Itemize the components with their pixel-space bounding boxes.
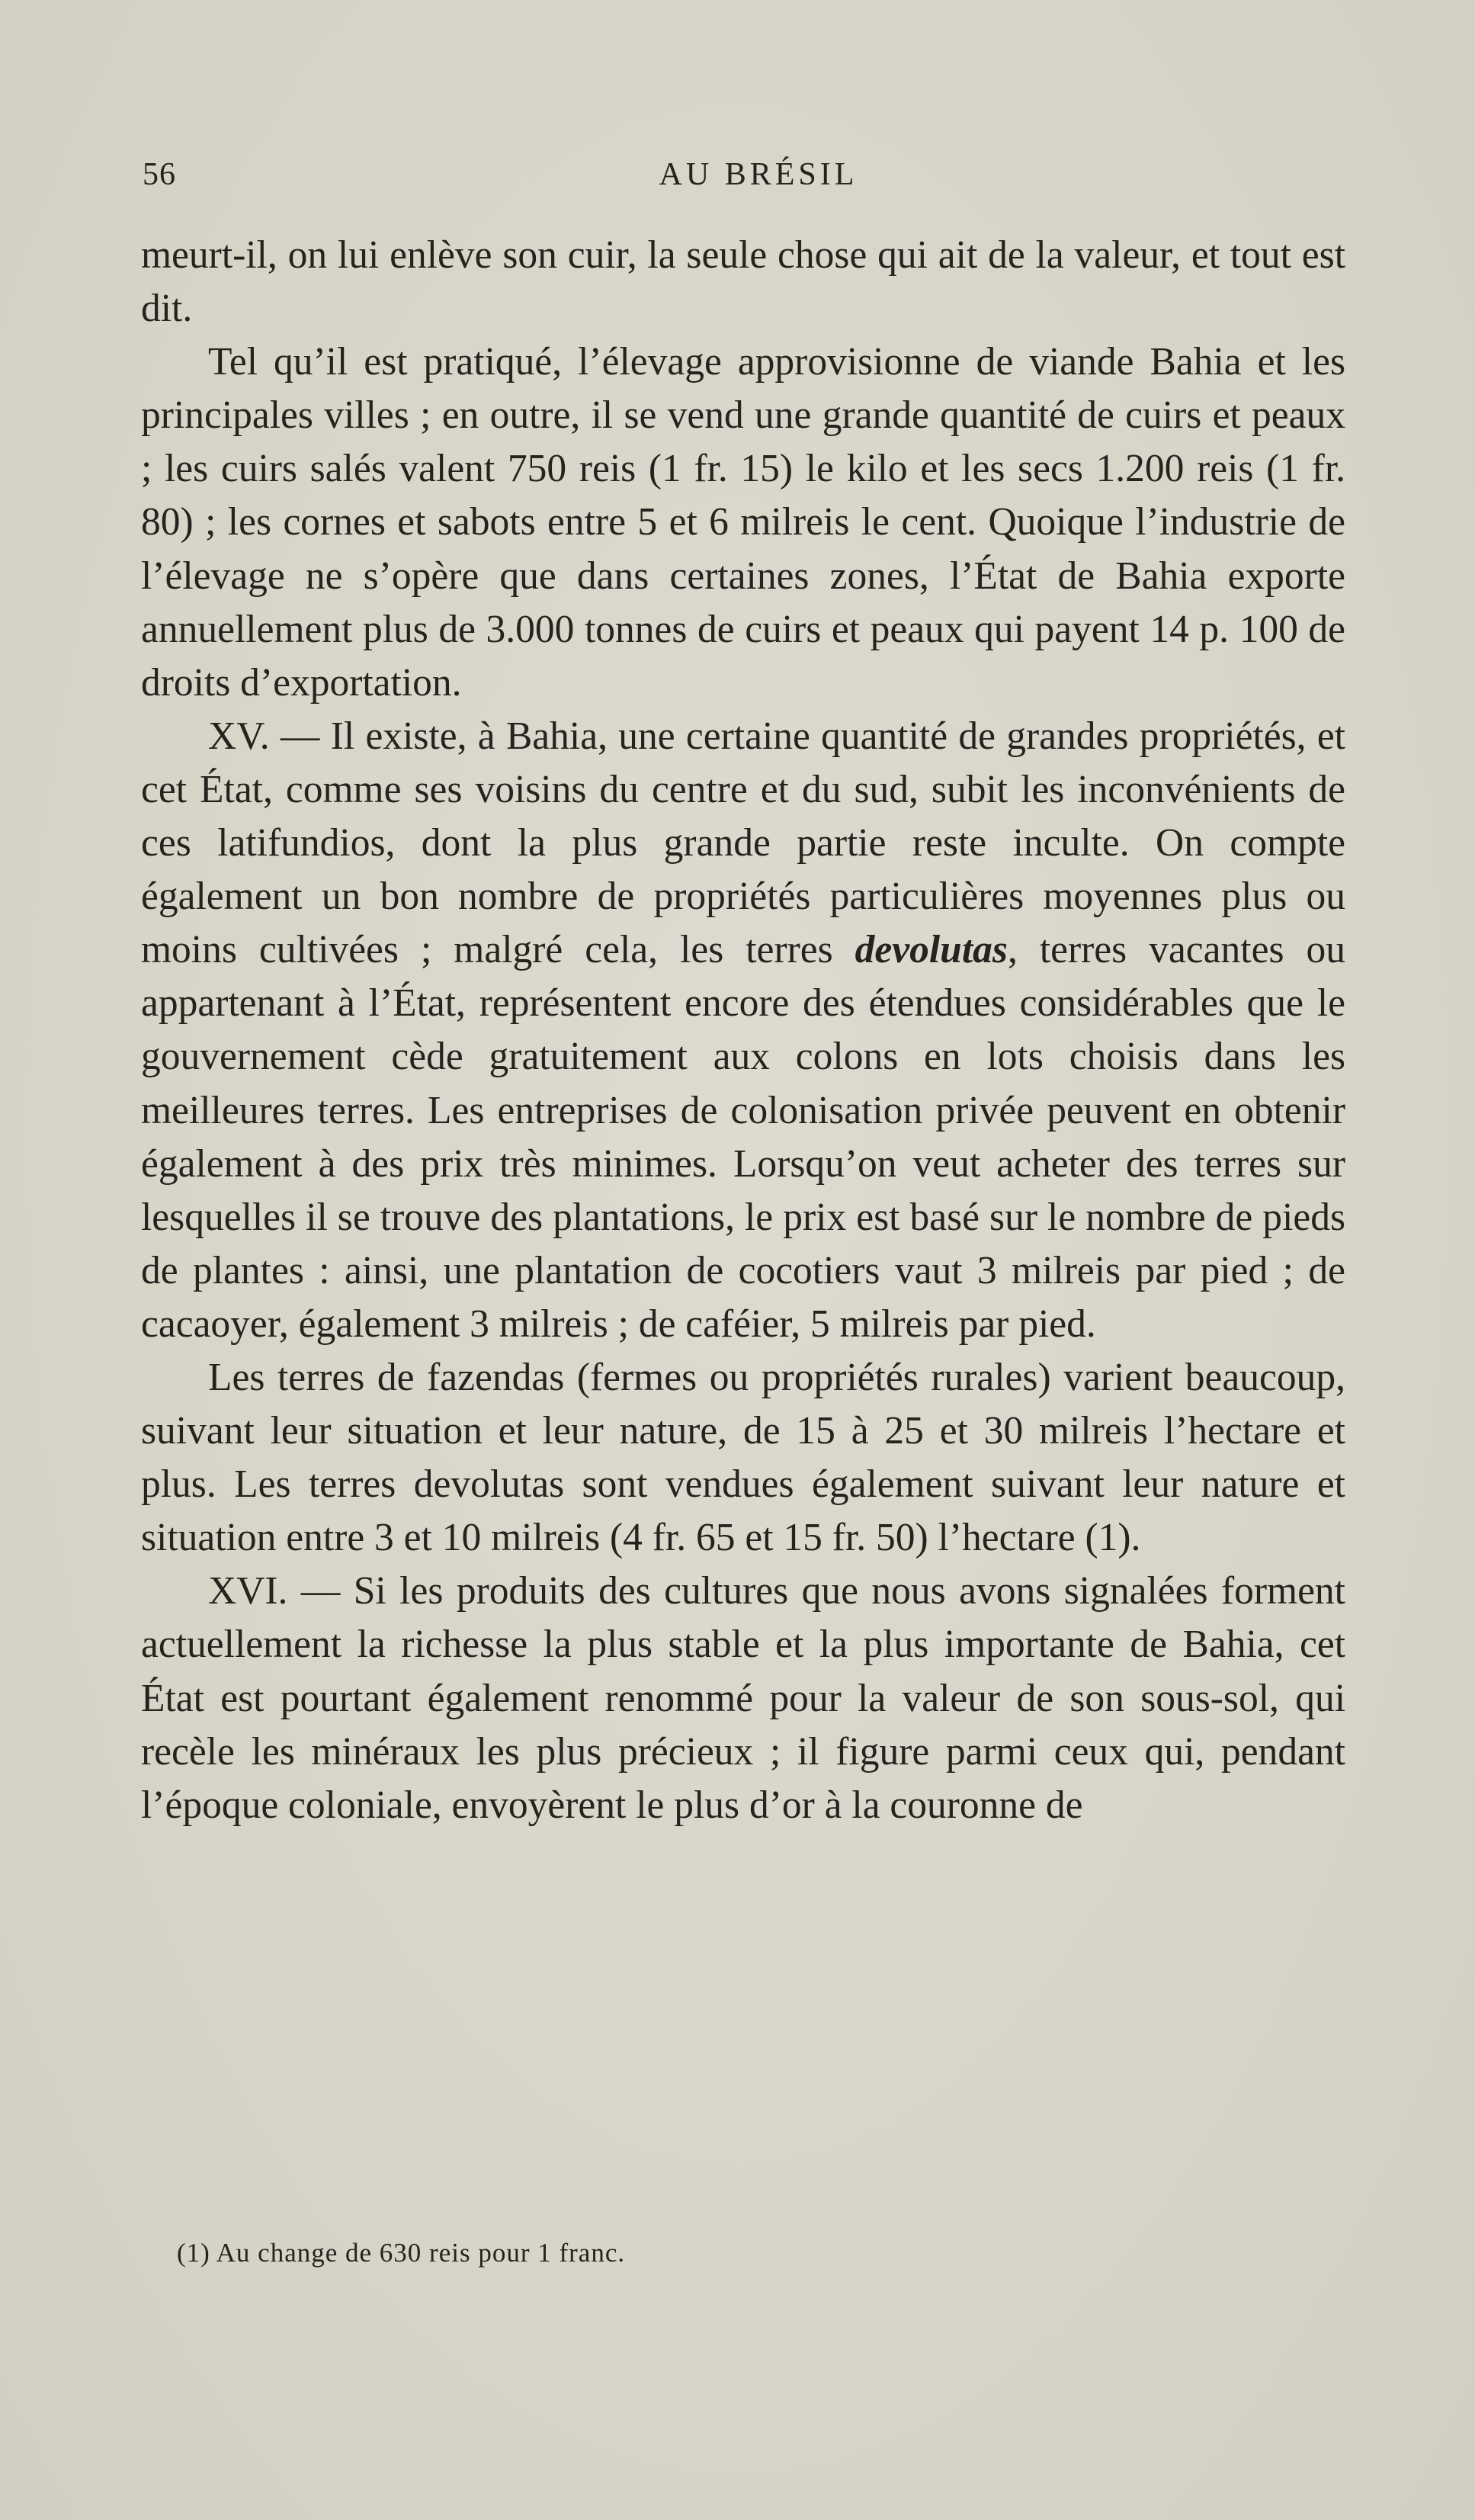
paragraph-fazendas: Les terres de fazendas (fermes ou propriétés rurales) varient beaucoup, suivant leur situation et leur nature, de 15 à 25 et 30 milreis l’hectare et plus. Les terres devolutas sont vendues également suivant leur nature et situation entre 3 et 10 milreis (4 fr. 65 et 15 fr. 50) l’hectare (1). bbox=[141, 1355, 1345, 1560]
paragraph-elevage: Tel qu’il est pratiqué, l’élevage approvisionne de viande Bahia et les principales villes ; en outre, il se vend une grande quantité de cuirs et peaux ; les cuirs salés valent 750 reis (1 fr. 15) le kilo et les secs 1.200 reis (1 fr. 80) ; les cornes et sabots entre 5 et 6 milreis le cent. Quoique l’industrie de l’élevage ne s’opère que dans certaines zones, l’État de Bahia exporte annuellement plus de 3.000 tonnes de cuirs et peaux qui payent 14 p. 100 de droits d’exportation. bbox=[141, 340, 1345, 705]
italic-term-devolutas: devolutas bbox=[855, 928, 1008, 972]
footnote: (1) Au change de 630 reis pour 1 franc. bbox=[177, 2238, 626, 2268]
running-title: AU BRÉSIL bbox=[659, 157, 858, 192]
page-header bbox=[141, 156, 1345, 202]
paragraph-continuation: meurt-il, on lui enlève son cuir, la seule chose qui ait de la valeur, et tout est dit. bbox=[141, 233, 1345, 331]
page-number: 56 bbox=[143, 157, 176, 192]
paragraph-section-xv: XV. — Il existe, à Bahia, une certaine quantité de grandes propriétés, et cet État, comme ses voisins du centre et du sud, subit les inconvénients de ces latifundios, dont la plus grande partie reste inculte. On compte également un bon nombre de propriétés particulières moyennes plus ou moins cultivées ; malgré cela, les terres devolutas, terres vacantes ou appartenant à l’État, représentent encore des étendues considérables que le gouvernement cède gratuitement aux colons en lots choisis dans les meilleures terres. Les entreprises de colonisation privée peuvent en obtenir également à des prix très minimes. Lorsqu’on veut acheter des terres sur lesquelles il se trouve des plantations, le prix est basé sur le nombre de pieds de plantes : ainsi, une plantation de cocotiers vaut 3 milreis par pied ; de cacaoyer, également 3 milreis ; de caféier, 5 milreis par pied. bbox=[141, 714, 1345, 1346]
paragraph-section-xvi: XVI. — Si les produits des cultures que nous avons signalées forment actuellement la richesse la plus stable et la plus importante de Bahia, cet État est pourtant également renommé pour la valeur de son sous-sol, qui recèle les minéraux les plus précieux ; il figure parmi ceux qui, pendant l’époque coloniale, envoyèrent le plus d’or à la couronne de bbox=[141, 1569, 1345, 1827]
body-text bbox=[141, 229, 1345, 1832]
